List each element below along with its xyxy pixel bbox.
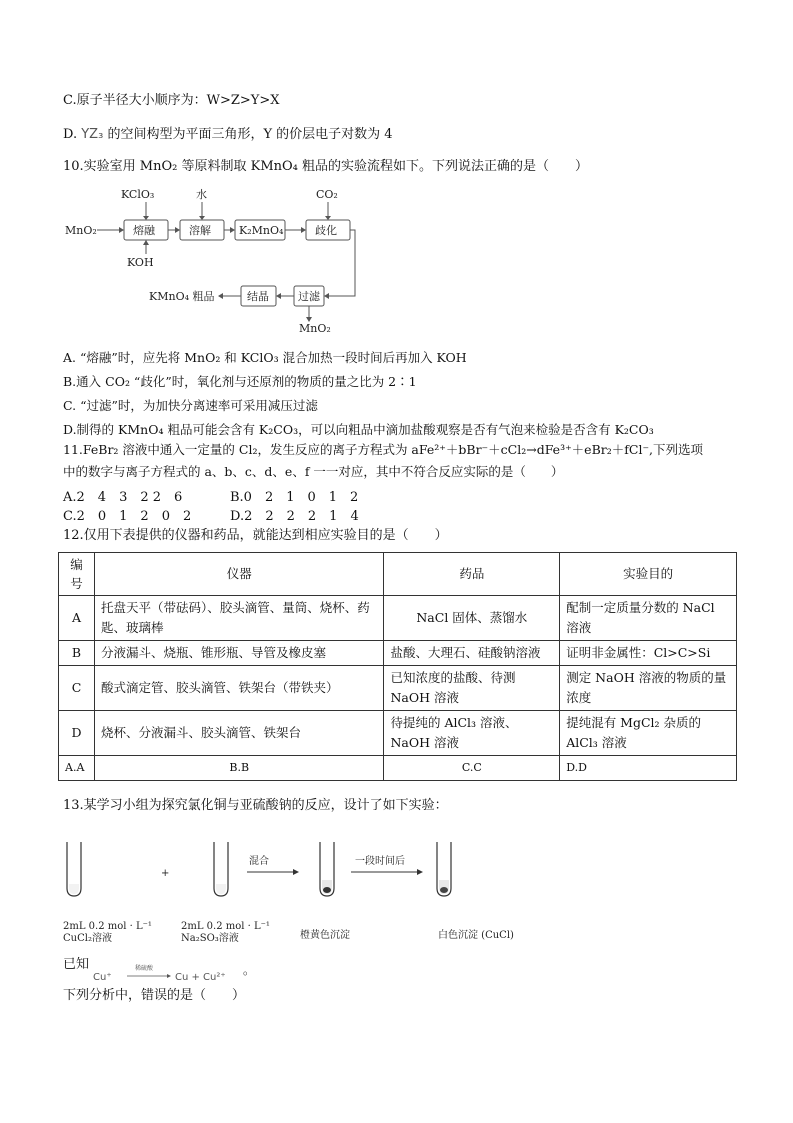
q11-stem-line1: 11.FeBr₂ 溶液中通入一定量的 Cl₂，发生反应的离子方程式为 aFe²⁺＋bBr⁻＋cCl₂→dFe³⁺＋eBr₂＋fCl⁻,下列选项 (63, 442, 704, 457)
row-instrument: 分液漏斗、烧瓶、锥形瓶、导管及橡皮塞 (94, 641, 383, 666)
q11-option-b: B.0 2 1 0 1 2 (230, 490, 359, 505)
q13-stem: 13.某学习小组为探究氯化铜与亚硫酸钠的反应，设计了如下实验： (63, 798, 448, 813)
header-instrument: 仪器 (94, 553, 383, 596)
q10-option-c: C. “过滤”时，为加快分离速率可采用减压过滤 (63, 398, 318, 413)
q11-option-a: A.2 4 3 2 2 6 (63, 490, 183, 505)
q9-option-d (63, 126, 393, 144)
row-id: D (59, 711, 95, 756)
table-answer-row (59, 756, 737, 781)
q9-d-text: 的空间构型为平面三角形，Y 的价层电子对数为 4 (107, 127, 393, 142)
eq-left: Cu⁺ (93, 972, 112, 983)
flow-koh: KOH (127, 256, 154, 269)
row-purpose: 提纯混有 MgCl₂ 杂质的 AlCl₃ 溶液 (560, 711, 737, 756)
q13-known: 已知 (63, 957, 90, 972)
q10-option-b: B.通入 CO₂ “歧化”时，氧化剂与还原剂的物质的量之比为 2∶1 (63, 374, 417, 389)
row-instrument: 酸式滴定管、胶头滴管、铁架台（带铁夹） (94, 666, 383, 711)
test-tube-4-icon (437, 842, 451, 896)
q11-option-c: C.2 0 1 2 0 2 (63, 509, 192, 524)
test-tube-1-icon (67, 842, 81, 896)
test-tube-3-icon (320, 842, 334, 896)
after-label: 一段时间后 (355, 856, 405, 867)
flow-crystallize: 结晶 (247, 290, 269, 303)
flow-residue: MnO₂ (299, 322, 331, 335)
flow-product: KMnO₄ 粗品 (149, 290, 215, 303)
plus-sign: + (161, 868, 170, 879)
eq-condition: 稀硫酸 (135, 965, 154, 972)
tube2-label-line1: 2mL 0.2 mol · L⁻¹ (181, 921, 270, 932)
flow-co2: CO₂ (316, 188, 338, 201)
row-id: C (59, 666, 95, 711)
row-id: B (59, 641, 95, 666)
answer-c: C.C (384, 756, 560, 781)
tube4-label: 白色沉淀 (CuCl) (438, 930, 514, 941)
q10-option-d: D.制得的 KMnO₄ 粗品可能会含有 K₂CO₃，可以向粗品中滴加盐酸观察是否有气泡来检验是否含有 K₂CO₃ (63, 422, 654, 437)
row-reagent: 盐酸、大理石、硅酸钠溶液 (384, 641, 560, 666)
test-tube-2-icon (214, 842, 228, 896)
table-header-row (59, 553, 737, 596)
tube2-label-line2: Na₂SO₃溶液 (181, 933, 239, 944)
table-row (59, 641, 737, 666)
flow-k2mno4: K₂MnO₄ (239, 224, 284, 237)
tube3-label: 橙黄色沉淀 (300, 930, 350, 941)
flow-filter: 过滤 (298, 290, 320, 303)
flow-water: 水 (196, 188, 207, 201)
flow-melt: 熔融 (133, 224, 155, 237)
row-purpose: 配制一定质量分数的 NaCl 溶液 (560, 596, 737, 641)
q10-flow-diagram (63, 186, 373, 336)
row-reagent: 待提纯的 AlCl₃ 溶液、NaOH 溶液 (384, 711, 560, 756)
header-reagent: 药品 (384, 553, 560, 596)
flow-start: MnO₂ (65, 224, 97, 237)
table-row (59, 711, 737, 756)
q9-option-c: C.原子半径大小顺序为：W>Z>Y>X (63, 93, 280, 108)
q12-table (58, 552, 737, 781)
q10-stem: 10.实验室用 MnO₂ 等原料制取 KMnO₄ 粗品的实验流程如下。下列说法正确的是（ ） (63, 159, 589, 174)
row-reagent: NaCl 固体、蒸馏水 (384, 596, 560, 641)
row-purpose: 测定 NaOH 溶液的物质的量浓度 (560, 666, 737, 711)
eq-right: Cu + Cu²⁺ (175, 972, 226, 983)
answer-b: B.B (94, 756, 383, 781)
tube1-label-line1: 2mL 0.2 mol · L⁻¹ (63, 921, 152, 932)
table-row (59, 596, 737, 641)
row-instrument: 烧杯、分液漏斗、胶头滴管、铁架台 (94, 711, 383, 756)
q10-option-a: A. “熔融”时，应先将 MnO₂ 和 KClO₃ 混合加热一段时间后再加入 KOH (63, 350, 467, 365)
answer-a: A.A (59, 756, 95, 781)
q13-experiment-diagram (63, 836, 543, 951)
header-id: 编号 (59, 553, 95, 596)
q9-d-formula: YZ₃ (81, 127, 104, 142)
header-purpose: 实验目的 (560, 553, 737, 596)
q13-question: 下列分析中，错误的是（ ） (63, 988, 246, 1003)
q13-equation (93, 962, 273, 986)
row-instrument: 托盘天平（带砝码）、胶头滴管、量筒、烧杯、药匙、玻璃棒 (94, 596, 383, 641)
q11-option-d: D.2 2 2 2 1 4 (230, 509, 359, 524)
answer-d: D.D (560, 756, 737, 781)
eq-end: 。 (243, 963, 256, 977)
mix-label: 混合 (249, 856, 269, 867)
flow-dissolve: 溶解 (189, 224, 211, 237)
row-id: A (59, 596, 95, 641)
row-reagent: 已知浓度的盐酸、待测 NaOH 溶液 (384, 666, 560, 711)
tube1-label-line2: CuCl₂溶液 (63, 933, 112, 944)
row-purpose: 证明非金属性：Cl>C>Si (560, 641, 737, 666)
flow-disproportionate: 歧化 (315, 224, 337, 237)
flow-kclo3: KClO₃ (121, 188, 155, 201)
q9-d-prefix: D. (63, 127, 78, 142)
q12-stem: 12.仅用下表提供的仪器和药品，就能达到相应实验目的是（ ） (63, 528, 448, 543)
table-row (59, 666, 737, 711)
q11-stem-line2: 中的数字与离子方程式的 a、b、c、d、e、f 一一对应，其中不符合反应实际的是（ ） (63, 464, 564, 479)
